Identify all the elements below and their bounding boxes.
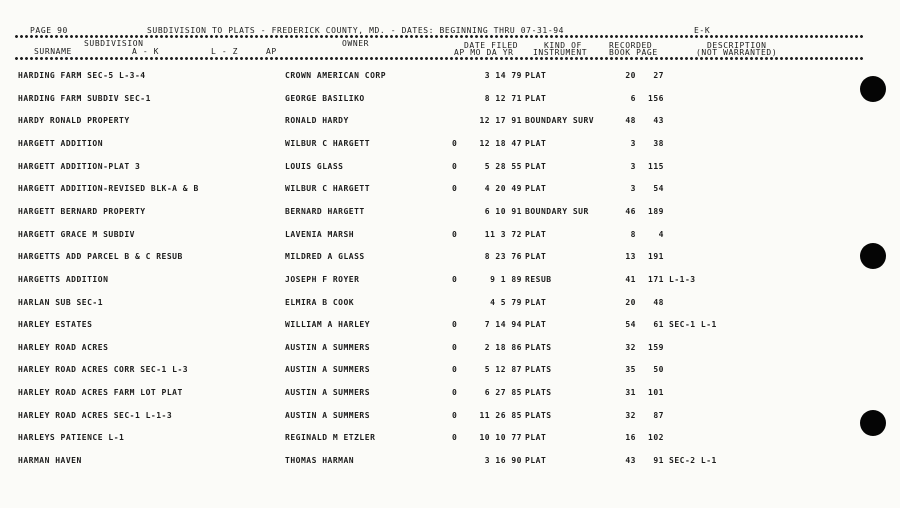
table-row	[0, 365, 900, 377]
ap-flag: 0	[452, 388, 458, 398]
date-filed: 8 12 71	[484, 93, 522, 103]
ap-flag: 0	[452, 138, 458, 148]
date-filed: 6 10 91	[484, 206, 522, 216]
subdivision-name: HARGETT BERNARD PROPERTY	[18, 206, 146, 216]
subdivision-name: HARGETT ADDITION-REVISED BLK-A & B	[18, 184, 199, 194]
date-filed: 4 5 79	[490, 297, 522, 307]
book-number: 16	[625, 433, 636, 443]
ap-flag: 0	[452, 184, 458, 194]
table-row	[0, 298, 900, 310]
subdivision-name: HARDING FARM SEC-5 L-3-4	[18, 71, 146, 80]
page-number-cell: 27	[653, 71, 664, 80]
date-filed: 9 1 89	[490, 274, 522, 284]
book-number: 32	[625, 410, 636, 420]
table-row	[0, 230, 900, 242]
book-number: 20	[625, 71, 636, 80]
date-filed: 11 3 72	[484, 229, 522, 239]
table-row	[0, 275, 900, 287]
owner-name: AUSTIN A SUMMERS	[285, 410, 371, 420]
col-a-k: A - K	[132, 47, 160, 56]
owner-name: RONALD HARDY	[285, 116, 349, 126]
table-row	[0, 207, 900, 219]
book-number: 32	[625, 342, 636, 352]
subdivision-name: HARGETT GRACE M SUBDIV	[18, 229, 135, 239]
subdivision-name: HARLEY ROAD ACRES FARM LOT PLAT	[18, 388, 183, 398]
owner-name: AUSTIN A SUMMERS	[285, 388, 371, 398]
subdivision-name: HARLAN SUB SEC-1	[18, 297, 104, 307]
subdivision-name: HARLEY ROAD ACRES SEC-1 L-1-3	[18, 410, 173, 420]
instrument-kind: PLAT	[525, 456, 547, 465]
subdivision-name: HARLEY ROAD ACRES CORR SEC-1 L-3	[18, 365, 189, 375]
index-code: E-K	[694, 26, 711, 35]
page-number: PAGE 90	[30, 26, 68, 35]
page-number-cell: 171	[648, 274, 664, 284]
col-not-warranted: (NOT WARRANTED)	[696, 48, 778, 57]
page-number-cell: 191	[648, 252, 664, 262]
instrument-kind: BOUNDARY SUR	[525, 206, 589, 216]
book-number: 31	[625, 388, 636, 398]
subdivision-name: HARLEY ESTATES	[18, 320, 93, 330]
date-filed: 3 14 79	[484, 71, 522, 80]
page-number-cell: 43	[653, 116, 664, 126]
report-title: SUBDIVISION TO PLATS - FREDERICK COUNTY, MD. - DATES: BEGINNING THRU 07-31-94	[147, 26, 565, 35]
book-number: 20	[625, 297, 636, 307]
owner-name: MILDRED A GLASS	[285, 252, 365, 262]
col-owner: OWNER	[342, 39, 370, 48]
book-number: 48	[625, 116, 636, 126]
instrument-kind: RESUB	[525, 274, 552, 284]
instrument-kind: PLAT	[525, 138, 547, 148]
instrument-kind: PLATS	[525, 342, 552, 352]
instrument-kind: PLAT	[525, 320, 547, 330]
instrument-kind: PLATS	[525, 365, 552, 375]
description: SEC-1 L-1	[669, 320, 717, 330]
binder-hole-middle	[860, 243, 886, 269]
table-row	[0, 320, 900, 332]
instrument-kind: PLAT	[525, 184, 547, 194]
instrument-kind: PLAT	[525, 161, 547, 171]
header-rule-bottom	[14, 57, 864, 60]
table-row	[0, 411, 900, 423]
book-number: 8	[630, 229, 636, 239]
book-number: 13	[625, 252, 636, 262]
owner-name: AUSTIN A SUMMERS	[285, 342, 371, 352]
owner-name: LOUIS GLASS	[285, 161, 344, 171]
description: SEC-2 L-1	[669, 456, 717, 465]
date-filed: 11 26 85	[479, 410, 522, 420]
subdivision-name: HARDY RONALD PROPERTY	[18, 116, 130, 126]
page-number-cell: 54	[653, 184, 664, 194]
owner-name: BERNARD HARGETT	[285, 206, 365, 216]
table-row	[0, 433, 900, 445]
subdivision-name: HARGETT ADDITION-PLAT 3	[18, 161, 141, 171]
binder-hole-top	[860, 76, 886, 102]
date-filed: 3 16 90	[484, 456, 522, 465]
page-number-cell: 87	[653, 410, 664, 420]
header-rule-top	[14, 35, 864, 38]
book-number: 54	[625, 320, 636, 330]
ap-flag: 0	[452, 161, 458, 171]
col-date-sub: AP MO DA YR	[454, 48, 514, 57]
book-number: 43	[625, 456, 636, 465]
owner-name: THOMAS HARMAN	[285, 456, 355, 465]
book-number: 3	[630, 138, 636, 148]
description: L-1-3	[669, 274, 696, 284]
book-number: 3	[630, 184, 636, 194]
page-number-cell: 48	[653, 297, 664, 307]
table-row	[0, 388, 900, 400]
date-filed: 4 20 49	[484, 184, 522, 194]
book-number: 35	[625, 365, 636, 375]
table-row	[0, 252, 900, 264]
owner-name: CROWN AMERICAN CORP	[285, 71, 387, 80]
page-number-cell: 189	[648, 206, 664, 216]
col-l-z: L - Z	[211, 47, 239, 56]
owner-name: JOSEPH F ROYER	[285, 274, 360, 284]
owner-name: REGINALD M ETZLER	[285, 433, 376, 443]
owner-name: WILBUR C HARGETT	[285, 184, 371, 194]
table-row	[0, 139, 900, 151]
subdivision-name: HARLEY ROAD ACRES	[18, 342, 109, 352]
book-number: 3	[630, 161, 636, 171]
owner-name: LAVENIA MARSH	[285, 229, 355, 239]
binder-hole-bottom	[860, 410, 886, 436]
col-ap: AP	[266, 47, 277, 56]
instrument-kind: PLATS	[525, 410, 552, 420]
owner-name: WILBUR C HARGETT	[285, 138, 371, 148]
owner-name: ELMIRA B COOK	[285, 297, 355, 307]
subdivision-name: HARMAN HAVEN	[18, 456, 82, 465]
instrument-kind: PLAT	[525, 229, 547, 239]
page-number-cell: 91	[653, 456, 664, 465]
ap-flag: 0	[452, 229, 458, 239]
owner-name: GEORGE BASILIKO	[285, 93, 365, 103]
col-subdivision: SUBDIVISION	[84, 39, 144, 48]
page-number-cell: 50	[653, 365, 664, 375]
instrument-kind: PLAT	[525, 93, 547, 103]
table-row	[0, 94, 900, 106]
col-date-filed: DATE FILED	[464, 41, 519, 50]
page-number-cell: 61	[653, 320, 664, 330]
col-description: DESCRIPTION	[707, 41, 767, 50]
instrument-kind: PLATS	[525, 388, 552, 398]
instrument-kind: PLAT	[525, 433, 547, 443]
table-row	[0, 184, 900, 196]
date-filed: 6 27 85	[484, 388, 522, 398]
page-number-cell: 101	[648, 388, 664, 398]
ap-flag: 0	[452, 342, 458, 352]
page-number-cell: 115	[648, 161, 664, 171]
date-filed: 5 12 87	[484, 365, 522, 375]
instrument-kind: BOUNDARY SURV	[525, 116, 595, 126]
instrument-kind: PLAT	[525, 252, 547, 262]
subdivision-name: HARGETTS ADDITION	[18, 274, 109, 284]
owner-name: AUSTIN A SUMMERS	[285, 365, 371, 375]
ap-flag: 0	[452, 274, 458, 284]
table-row	[0, 343, 900, 355]
date-filed: 5 28 55	[484, 161, 522, 171]
instrument-kind: PLAT	[525, 71, 547, 80]
date-filed: 7 14 94	[484, 320, 522, 330]
col-instrument: INSTRUMENT	[533, 48, 588, 57]
ap-flag: 0	[452, 365, 458, 375]
date-filed: 8 23 76	[484, 252, 522, 262]
subdivision-name: HARDING FARM SUBDIV SEC-1	[18, 93, 151, 103]
table-row	[0, 456, 900, 468]
book-number: 41	[625, 274, 636, 284]
col-surname: SURNAME	[34, 47, 72, 56]
page-number-cell: 102	[648, 433, 664, 443]
date-filed: 10 10 77	[479, 433, 522, 443]
table-row	[0, 71, 900, 83]
col-recorded: RECORDED	[609, 41, 653, 50]
book-number: 6	[630, 93, 636, 103]
col-kind-of: KIND OF	[544, 41, 582, 50]
ap-flag: 0	[452, 410, 458, 420]
book-number: 46	[625, 206, 636, 216]
instrument-kind: PLAT	[525, 297, 547, 307]
subdivision-name: HARLEYS PATIENCE L-1	[18, 433, 125, 443]
page-number-cell: 38	[653, 138, 664, 148]
date-filed: 12 18 47	[479, 138, 522, 148]
owner-name: WILLIAM A HARLEY	[285, 320, 371, 330]
ap-flag: 0	[452, 320, 458, 330]
page-number-cell: 159	[648, 342, 664, 352]
subdivision-name: HARGETT ADDITION	[18, 138, 104, 148]
ap-flag: 0	[452, 433, 458, 443]
table-row	[0, 116, 900, 128]
col-book-page: BOOK PAGE	[609, 48, 658, 57]
subdivision-name: HARGETTS ADD PARCEL B & C RESUB	[18, 252, 183, 262]
date-filed: 12 17 91	[479, 116, 522, 126]
page-number-cell: 156	[648, 93, 664, 103]
table-row	[0, 162, 900, 174]
date-filed: 2 18 86	[484, 342, 522, 352]
page-number-cell: 4	[658, 229, 664, 239]
